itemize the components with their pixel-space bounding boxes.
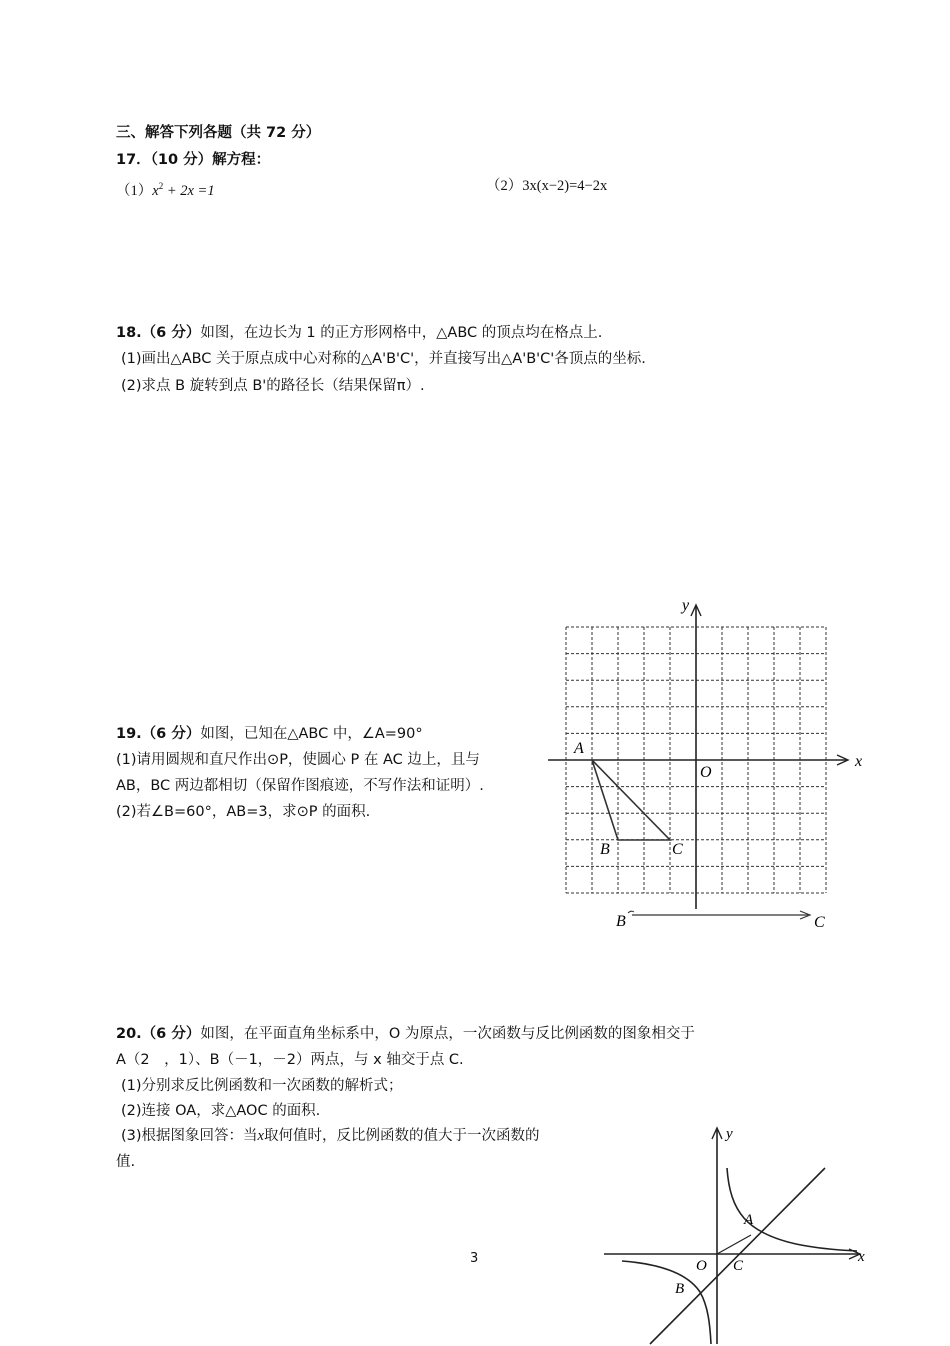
segment-b-label: B bbox=[616, 913, 626, 930]
page-number: 3 bbox=[470, 1251, 479, 1266]
q20-text-1: 如图，在平面直角坐标系中，O 为原点，一次函数与反比例函数的图象相交于 bbox=[200, 1026, 695, 1042]
q17-part1-exp: 2 bbox=[158, 181, 164, 191]
q19-stem bbox=[116, 724, 423, 744]
grid-a-label: A bbox=[574, 740, 584, 757]
grid-y-label: y bbox=[682, 597, 690, 614]
func-origin-label: O bbox=[696, 1258, 707, 1274]
q17-part1 bbox=[116, 176, 215, 201]
function-figure bbox=[600, 1124, 872, 1346]
q20-number: 20.（6 分） bbox=[116, 1026, 201, 1042]
q19-text: 如图，已知在△ABC 中，∠A=90° bbox=[200, 726, 423, 742]
q19-sub2: (2)若∠B=60°，AB=3，求⊙P 的面积. bbox=[116, 804, 371, 820]
q19-sub1b: AB，BC 两边都相切（保留作图痕迹，不写作法和证明）. bbox=[116, 778, 484, 794]
q18-text: 如图，在边长为 1 的正方形网格中，△ABC 的顶点均在格点上. bbox=[200, 325, 603, 341]
q17-part1-var: x bbox=[152, 182, 159, 199]
q20-points: A（2 ，1）、B（－1，－2）两点，与 x 轴交于点 C. bbox=[116, 1052, 464, 1068]
segment-c-label: C bbox=[814, 914, 825, 931]
grid-b-label: B bbox=[600, 841, 610, 858]
q20-sub3-part2: 取何值时，反比例函数的值大于一次函数的 bbox=[263, 1128, 540, 1144]
section-title: 三、解答下列各题（共 72 分） bbox=[116, 125, 321, 141]
q19-number: 19.（6 分） bbox=[116, 726, 201, 742]
func-y-label: y bbox=[726, 1126, 733, 1142]
grid-c-label: C bbox=[672, 841, 683, 858]
q17-heading: 17．（10 分）解方程： bbox=[116, 152, 271, 168]
func-b-label: B bbox=[675, 1281, 685, 1297]
q20-sub3-var: x bbox=[257, 1128, 264, 1144]
q18-sub2: (2)求点 B 旋转到点 B'的路径长（结果保留π）. bbox=[121, 378, 425, 394]
func-a-label: A bbox=[744, 1212, 754, 1228]
q18-sub1: (1)画出△ABC 关于原点成中心对称的△A'B'C'，并直接写出△A'B'C'各顶点的坐标. bbox=[121, 351, 646, 367]
func-x-label: x bbox=[858, 1249, 865, 1265]
q19-sub1a: (1)请用圆规和直尺作出⊙P，使圆心 P 在 AC 边上，且与 bbox=[116, 752, 480, 768]
q20-stem bbox=[116, 1024, 695, 1044]
q17-part1-rest: + 2x =1 bbox=[163, 182, 215, 199]
grid-figure bbox=[542, 597, 872, 932]
q20-sub3-end: 值. bbox=[116, 1154, 136, 1170]
grid-origin-label: O bbox=[700, 764, 712, 781]
q17-part2: （2）3x(x−2)=4−2x bbox=[486, 178, 608, 194]
func-c-label: C bbox=[733, 1258, 744, 1274]
q20-sub2: (2)连接 OA，求△AOC 的面积. bbox=[121, 1103, 321, 1119]
grid-x-label: x bbox=[855, 753, 863, 770]
q17-part1-label: （1） bbox=[116, 182, 153, 199]
q20-sub3 bbox=[121, 1126, 539, 1146]
q20-sub1: (1)分别求反比例函数和一次函数的解析式； bbox=[121, 1078, 403, 1094]
q20-sub3-part1: (3)根据图象回答：当 bbox=[121, 1128, 258, 1144]
q18-number: 18.（6 分） bbox=[116, 325, 201, 341]
q18-stem bbox=[116, 323, 602, 343]
